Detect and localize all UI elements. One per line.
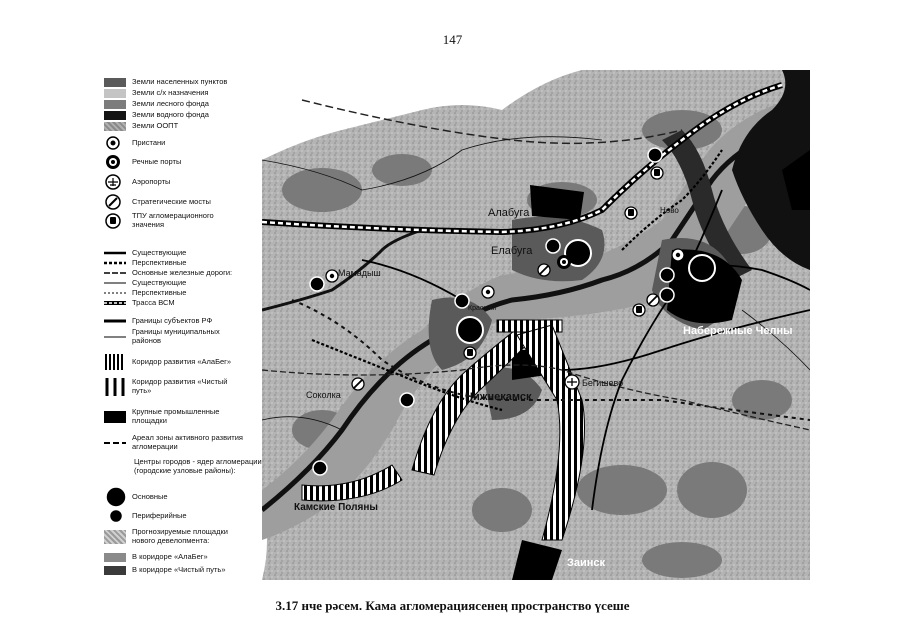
- legend-industrial: [104, 408, 264, 425]
- legend-rail-existing: [104, 279, 186, 288]
- legend-new-dev-alabeg: [104, 553, 208, 562]
- legend-label: Перспективные: [132, 258, 187, 267]
- new-dev-swatch: [104, 530, 126, 544]
- bridge-icon: [647, 294, 659, 306]
- pier-icon: [482, 286, 494, 298]
- legend-land-settlements: [104, 78, 227, 87]
- active-zone-line: [104, 439, 126, 447]
- agglomeration-map: [262, 70, 810, 580]
- label-alabuga: Алабуга: [488, 207, 530, 219]
- legend-label: Ареал зоны активного развития агломерации: [132, 433, 243, 451]
- legend-vsm: [104, 299, 175, 308]
- legend-label: Существующие: [132, 248, 187, 257]
- airport-icon: [565, 375, 579, 389]
- label-krasnyi: Красный: [468, 305, 497, 312]
- label-begishevo: Бегишево: [582, 378, 624, 388]
- protected-swatch: [104, 122, 126, 131]
- rail-line: [104, 269, 126, 277]
- settlement-swatch: [104, 78, 126, 87]
- legend-new-dev: [104, 528, 264, 545]
- legend-label: ТПУ агломерационного значения: [132, 211, 214, 229]
- peripheral-center: [546, 239, 560, 253]
- peripheral-center: [660, 268, 674, 282]
- legend-label: Пристани: [132, 137, 166, 147]
- legend-new-dev-clean-path: [104, 566, 226, 575]
- peripheral-center: [455, 294, 469, 308]
- pier-icon: [672, 249, 684, 261]
- label-zainsk: Заинск: [567, 557, 606, 569]
- new-dev-clean-path-swatch: [104, 566, 126, 575]
- main-center-icon: [104, 486, 128, 508]
- legend-tpu: [104, 212, 264, 229]
- main-center: [689, 255, 715, 281]
- figure-caption: 3.17 нче рәсем. Кама агломерациясенең пространство үсеше: [275, 598, 630, 613]
- legend-bridges: [104, 194, 211, 210]
- legend-label: Трасса ВСМ: [132, 298, 175, 307]
- legend-roads-planned: [104, 259, 186, 268]
- legend-label: Основные железные дороги:: [132, 268, 233, 277]
- legend-land-forest: [104, 100, 209, 109]
- legend-land-protected: [104, 122, 178, 131]
- tpu-icon: [651, 167, 663, 179]
- main-center: [457, 317, 483, 343]
- peripheral-center: [313, 461, 327, 475]
- legend-railways-title: [104, 269, 232, 278]
- legend-region-borders: [104, 317, 212, 326]
- legend-municipal-borders: [104, 328, 264, 345]
- legend-label: Аэропорты: [132, 176, 171, 186]
- bridge-icon: [538, 264, 550, 276]
- peripheral-center: [310, 277, 324, 291]
- corridor-alabeg-swatch: [104, 354, 126, 370]
- page-number: 147: [442, 32, 463, 47]
- legend-river-ports: [104, 154, 181, 170]
- road-planned-line: [104, 259, 126, 267]
- legend-label: Земли ООПТ: [132, 121, 179, 131]
- legend-roads-existing: [104, 249, 186, 258]
- municipal-border-line: [104, 333, 126, 341]
- peripheral-center-icon: [104, 508, 128, 524]
- forest-swatch: [104, 100, 126, 109]
- legend-corridor-alabeg: [104, 354, 231, 370]
- legend-label: Речные порты: [132, 156, 182, 166]
- label-elabuga: Елабуга: [491, 245, 533, 257]
- river-port-icon: [104, 154, 126, 170]
- legend-label: Земли лесного фонда: [132, 99, 209, 109]
- region-border-line: [104, 317, 126, 325]
- legend-label: Прогнозируемые площадки нового девелопмента:: [132, 527, 228, 545]
- agri-swatch: [104, 89, 126, 98]
- legend-airports: [104, 174, 170, 190]
- water-swatch: [104, 111, 126, 120]
- legend-label: В коридоре «Чистый путь»: [132, 565, 226, 575]
- tpu-icon: [625, 207, 637, 219]
- corridor-clean-path-swatch: [104, 378, 126, 396]
- label-mamadysh: Мамадыш: [338, 268, 381, 278]
- bridge-icon: [104, 194, 126, 210]
- legend-corridor-clean-path: [104, 378, 264, 396]
- road-line: [104, 249, 126, 257]
- industrial-swatch: [104, 411, 126, 423]
- legend-centers-title: [134, 458, 264, 475]
- label-sokolka: Соколка: [306, 390, 341, 400]
- city-name: Набережные Челны: [683, 325, 793, 337]
- rail-existing-line: [104, 279, 126, 287]
- rail-planned-line: [104, 289, 126, 297]
- label-nizhnekamsk: Нижнекамск: [465, 391, 532, 403]
- pier-icon: [104, 136, 126, 150]
- peripheral-center: [660, 288, 674, 302]
- tpu-icon: [633, 304, 645, 316]
- airport-icon: [104, 174, 126, 190]
- map-frame: [262, 70, 810, 580]
- bridge-icon: [352, 378, 364, 390]
- legend-piers: [104, 136, 165, 150]
- legend-label: Центры городов - ядер агломерации (городские узловые районы):: [134, 457, 262, 475]
- legend-label: Периферийные: [132, 510, 187, 520]
- vsm-line: [104, 299, 126, 307]
- legend-label: Земли с/х назначения: [132, 88, 209, 98]
- legend-label: Стратегические мосты: [132, 196, 211, 206]
- legend-centers-peripheral: [104, 508, 187, 524]
- legend-land-agri: [104, 89, 208, 98]
- legend-centers-main: [104, 486, 168, 508]
- legend-rail-planned: [104, 289, 186, 298]
- legend-label: В коридоре «АлаБег»: [132, 552, 208, 562]
- peripheral-center: [648, 148, 662, 162]
- legend-label: Коридор развития «Чистый путь»: [132, 377, 228, 395]
- legend-label: Земли водного фонда: [132, 110, 209, 120]
- peripheral-center: [400, 393, 414, 407]
- tpu-icon: [464, 347, 476, 359]
- river-port-icon: [557, 255, 571, 269]
- legend-label: Границы муниципальных районов: [132, 327, 220, 345]
- new-dev-alabeg-swatch: [104, 553, 126, 562]
- label-novo: Ново: [660, 206, 679, 215]
- legend-label: Земли населенных пунктов: [132, 77, 228, 87]
- legend-active-zone: [104, 434, 264, 451]
- pier-icon: [326, 270, 338, 282]
- label-kamskie-polyany: Камские Поляны: [294, 502, 378, 513]
- tpu-icon: [104, 213, 126, 229]
- legend-label: Основные: [132, 491, 168, 501]
- label-naberezhnye-chelny: [683, 325, 793, 337]
- legend-land-water: [104, 111, 209, 120]
- legend-label: Коридор развития «АлаБег»: [132, 356, 232, 366]
- legend-label: Крупные промышленные площадки: [132, 407, 220, 425]
- legend-label: Существующие: [132, 278, 187, 287]
- legend-label: Границы субъектов РФ: [132, 316, 213, 325]
- legend-label: Перспективные: [132, 288, 187, 297]
